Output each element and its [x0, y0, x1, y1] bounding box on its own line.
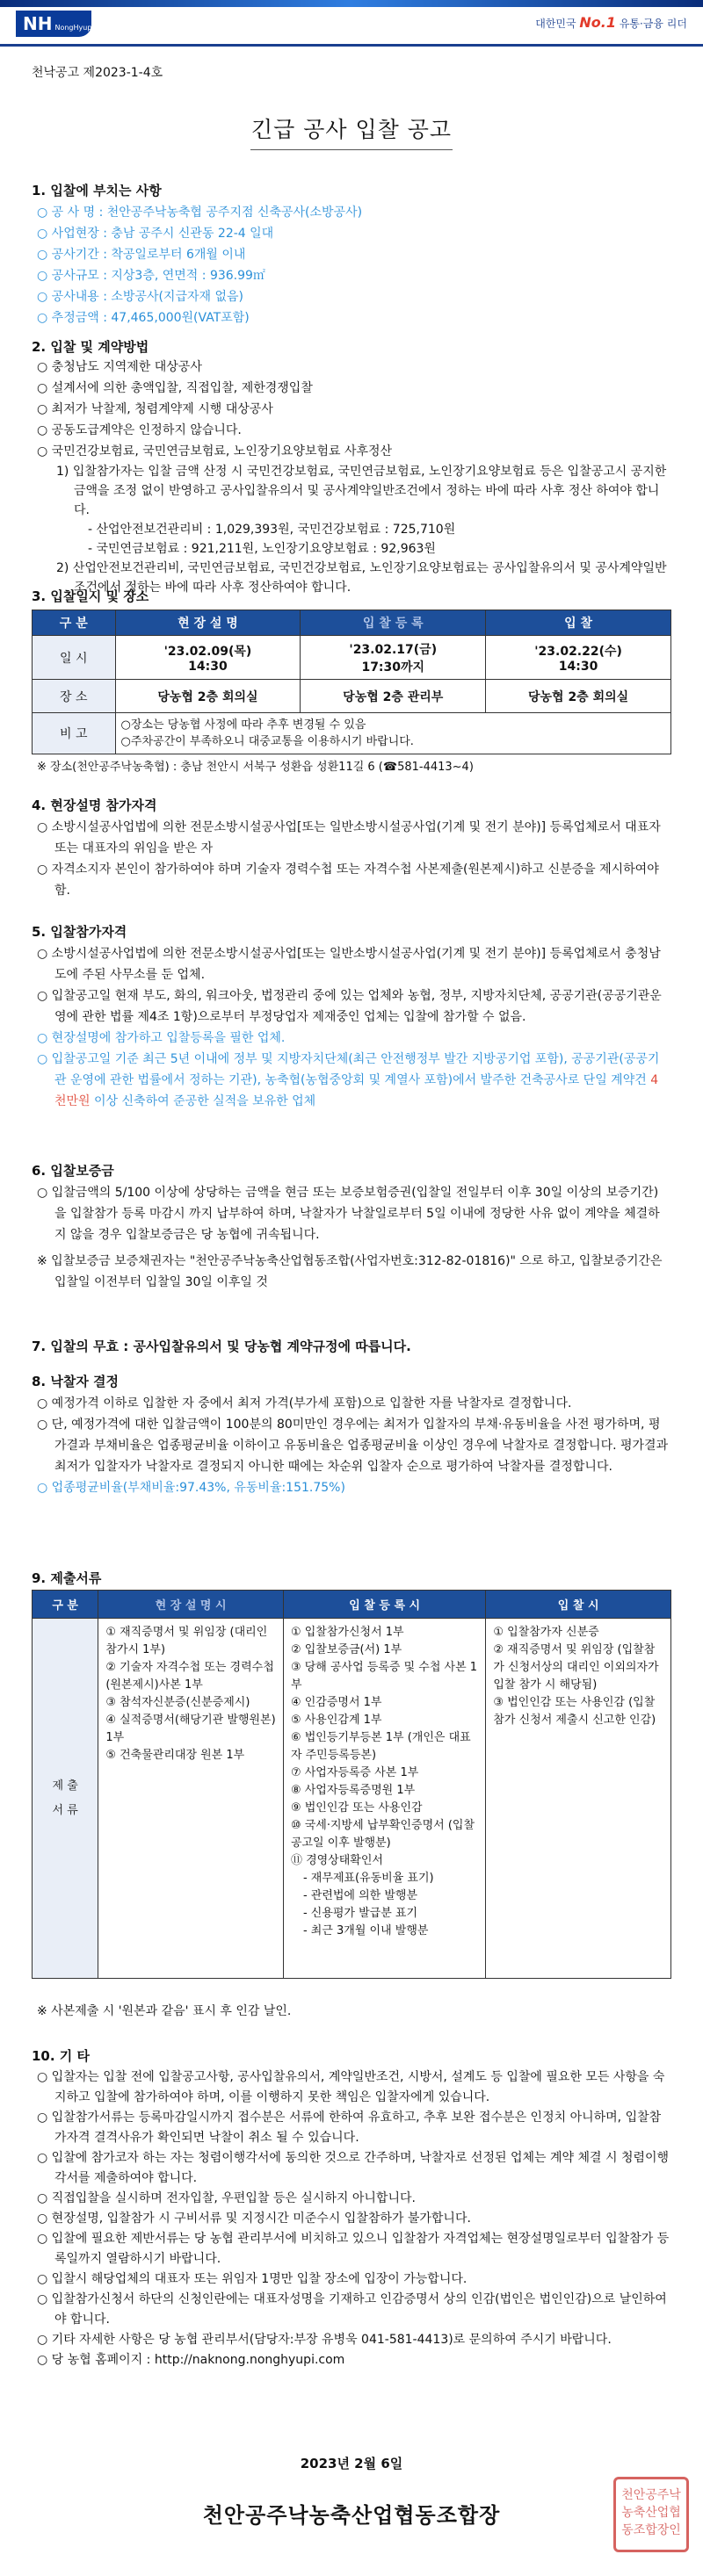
- list-item: ○ 충청남도 지역제한 대상공사: [37, 360, 202, 374]
- list-item: ○ 입찰금액의 5/100 이상에 상당하는 금액을 현금 또는 보증보험증권(입찰일 전일부터 이후 30일 이상의 보증기간)을 입찰참가 등록 마감시 까지 납부하여 하며, 낙찰자가 낙찰일로부터 5일 이내에 정당한 사유 없이 계약을 체결하지 않을 경우 입찰보증금은 당 농협에 귀속됩니다.: [37, 1186, 660, 1242]
- list-item: - 재무제표(유동비율 표기): [302, 1872, 434, 1885]
- section-2-note-1: 1) 입찰참가자는 입찰 금액 산정 시 국민건강보험료, 국민연금보험료, 노인장기요양보험료 등은 입찰공고시 공지한 금액을 조정 없이 반영하고 공사입찰유의서 및 공사계약일반조건에서 정하는 바에 따라 사후 정산 하여야 합니다.: [56, 465, 667, 517]
- notice-date: 2023년 2월 6일: [300, 2456, 403, 2471]
- list-item: ※ 입찰보증금 보증채권자는 "천안공주낙농축산업협동조합(사업자번호:312-82-01816)" 으로 하고, 입찰보증기간은 입찰일 이전부터 입찰일 30일 이후일 것: [37, 1254, 663, 1289]
- document-number: 천낙공고 제2023-1-4호: [32, 66, 163, 80]
- schedule-row-label: 장 소: [33, 680, 116, 713]
- section-4-list: [37, 817, 670, 901]
- list-item: ④ 실적증명서(해당기관 발행원본) 1부: [105, 1714, 276, 1744]
- schedule-header-registration: 입 찰 등 록: [301, 610, 486, 636]
- schedule-header-briefing: 현 장 설 명: [115, 610, 301, 636]
- list-item: ① 입찰참가신청서 1부: [290, 1626, 404, 1639]
- schedule-cell: 당농협 2층 회의실: [115, 680, 301, 713]
- section-6-heading: 6. 입찰보증금: [32, 1163, 114, 1179]
- list-item: - 관련법에 의한 발행분: [302, 1889, 418, 1902]
- list-item: ○ 직접입찰을 실시하며 전자입찰, 우편입찰 등은 실시하지 아니합니다.: [37, 2191, 416, 2205]
- list-item: - 신용평가 발급분 표기: [302, 1907, 418, 1920]
- list-item: ○ 국민건강보험료, 국민연금보험료, 노인장기요양보험료 사후정산: [37, 444, 393, 458]
- header-stripe: [0, 0, 703, 7]
- section-2-heading: 2. 입찰 및 계약방법: [32, 339, 149, 355]
- slogan: 대한민국 No.1 유통·금융 리더: [535, 14, 687, 31]
- list-item: ○ 소방시설공사업법에 의한 전문소방시설공사업[또는 일반소방시설공사업(기계 및 전기 분야)] 등록업체로서 대표자 또는 대표자의 위임을 받은 자: [37, 820, 661, 855]
- section-1-list: [37, 202, 670, 328]
- list-item: ○ 설계서에 의한 총액입찰, 직접입찰, 제한경쟁입찰: [37, 381, 313, 395]
- list-item: ○ 공사규모 : 지상3층, 연면적 : 936.99㎡: [37, 269, 265, 283]
- section-2-amounts-1: - 산업안전보건관리비 : 1,029,393원, 국민건강보험료 : 725,710원: [88, 523, 456, 537]
- schedule-cell: 당농협 2층 회의실: [486, 680, 671, 713]
- list-item: ○ 입찰참가신청서 하단의 신청인란에는 대표자성명을 기재하고 인감증명서 상의 인감(법인은 법인인감)으로 날인하여야 합니다.: [37, 2292, 667, 2327]
- list-item: ① 재직증명서 및 위임장 (대리인참가시 1부): [105, 1626, 268, 1656]
- list-item: ○ 단, 예정가격에 대한 입찰금액이 100분의 80미만인 경우에는 최저가 입찰자의 부채·유동비율을 사전 평가하며, 평가결과 부채비율은 업종평균비율 이하이고 유동비율은 업종평균비율 이상인 경우에 낙찰자로 결정합니다. 평가결과 최저가 입찰자가 낙찰자로 결정되지 아니한 때에는 차순위 입찰자 순으로 평가하여 낙찰자를 결정합니다.: [37, 1418, 669, 1474]
- venue-address: ※ 장소(천안공주낙농축협) : 충남 천안시 서북구 성환읍 성환11길 6 (☎581-4413~4): [37, 761, 474, 774]
- section-8-list: [37, 1393, 670, 1498]
- nh-logo: NH NongHyup: [16, 11, 91, 37]
- section-3-heading: 3. 입찰일시 및 장소: [32, 588, 149, 604]
- section-2-list: [37, 357, 670, 597]
- page-title: 긴급 공사 입찰 공고: [0, 112, 703, 150]
- section-1-heading: 1. 입찰에 부치는 사항: [32, 183, 162, 198]
- list-item: ○ 추정금액 : 47,465,000원(VAT포함): [37, 311, 250, 325]
- homepage-link[interactable]: ○ 당 농협 홈페이지 : http://naknong.nonghyupi.com: [37, 2353, 345, 2367]
- section-4-heading: 4. 현장설명 참가자격: [32, 797, 157, 813]
- list-item: ○ 소방시설공사업법에 의한 전문소방시설공사업[또는 일반소방시설공사업(기계 및 전기 분야)] 등록업체로서 충청남도에 주된 사무소를 둔 업체.: [37, 947, 661, 982]
- list-item: ○ 입찰공고일 기준 최근 5년 이내에 정부 및 지방자치단체(최근 안전행정부 발간 지방공기업 포함), 공공기관(공공기관 운영에 관한 법률에서 정하는 기관), 농축협(농협중앙회 및 계열사 포함)에서 발주한 건축공사로 단일 계약건 4천만원 이상 신축하여 준공한 실적을 보유한 업체: [37, 1052, 660, 1108]
- documents-header-bid: 입 찰 시: [486, 1591, 671, 1619]
- list-item: ○ 자격소지자 본인이 참가하여야 하며 기술자 경력수첩 또는 자격수첩 사본제출(원본제시)하고 신분증을 제시하여야 함.: [37, 862, 659, 898]
- section-5-list: [37, 943, 670, 1112]
- list-item: ○ 최저가 낙찰제, 청렴계약제 시행 대상공사: [37, 402, 273, 416]
- documents-header-label: 구 분: [33, 1591, 98, 1619]
- list-item: ⑤ 사용인감계 1부: [290, 1714, 382, 1727]
- section-5-heading: 5. 입찰참가자격: [32, 924, 127, 940]
- schedule-cell: '23.02.17(금) 17:30까지: [301, 636, 486, 680]
- schedule-notes: ○장소는 당농협 사정에 따라 추후 변경될 수 있음 ○주차공간이 부족하오니 대중교통을 이용하시기 바랍니다.: [115, 713, 670, 754]
- documents-header-registration: 입 찰 등 록 시: [283, 1591, 485, 1619]
- list-item: ⑩ 국세·지방세 납부확인증명서 (입찰공고일 이후 발행분): [290, 1819, 475, 1850]
- list-item: ② 재직증명서 및 위임장 (입찰참가 신청서상의 대리인 이외의자가 입찰 참가 시 해당됨): [493, 1643, 659, 1692]
- section-6-body: [37, 1182, 670, 1293]
- documents-header-briefing: 현 장 설 명 시: [98, 1591, 284, 1619]
- schedule-table: [32, 610, 671, 754]
- documents-briefing-list: [98, 1619, 284, 1979]
- list-item: ③ 참석자신분증(신분증제시): [105, 1696, 250, 1709]
- schedule-cell: '23.02.22(수) 14:30: [486, 636, 671, 680]
- list-item: ⑧ 사업자등록증명원 1부: [290, 1784, 416, 1797]
- list-item: ① 입찰참가자 신분증: [493, 1626, 599, 1639]
- section-10-list: [37, 2067, 670, 2370]
- list-item: ○ 입찰자는 입찰 전에 입찰공고사항, 공사입찰유의서, 계약일반조건, 시방서, 설계도 등 입찰에 필요한 모든 사항을 숙지하고 입찰에 참가하여야 하며, 이를 이행하지 못한 책임은 입찰자에게 있습니다.: [37, 2070, 665, 2104]
- issuer-name: 천안공주낙농축산업협동조합장: [202, 2503, 501, 2528]
- documents-bid-list: [486, 1619, 671, 1979]
- schedule-row-label: 비 고: [33, 713, 116, 754]
- list-item: ④ 인감증명서 1부: [290, 1696, 382, 1709]
- list-item: ○ 현장설명에 참가하고 입찰등록을 필한 업체.: [37, 1031, 286, 1045]
- section-8-heading: 8. 낙찰자 결정: [32, 1374, 120, 1389]
- list-item: ⑦ 사업자등록증 사본 1부: [290, 1766, 419, 1779]
- list-item: ○ 입찰시 해당업체의 대표자 또는 위임자 1명만 입찰 장소에 입장이 가능합니다.: [37, 2272, 467, 2286]
- official-seal-icon: 천안공주낙농축산업협동조합장인: [613, 2477, 689, 2552]
- section-9-heading: 9. 제출서류: [32, 1570, 102, 1586]
- list-item: ② 입찰보증금(서) 1부: [290, 1643, 402, 1656]
- list-item: ○ 사업현장 : 충남 공주시 신관동 22-4 일대: [37, 227, 274, 241]
- list-item: ○ 공 사 명 : 천안공주낙농축협 공주지점 신축공사(소방공사): [37, 206, 363, 220]
- schedule-cell: '23.02.09(목) 14:30: [115, 636, 301, 680]
- list-item: ○ 입찰에 필요한 제반서류는 당 농협 관리부서에 비치하고 있으니 입찰참가 자격업체는 현장설명일로부터 입찰참가 등록일까지 열람하시기 바랍니다.: [37, 2232, 670, 2266]
- documents-registration-list: [283, 1619, 485, 1979]
- list-item: ○ 예정가격 이하로 입찰한 자 중에서 최저 가격(부가세 포함)으로 입찰한 자를 낙찰자로 결정합니다.: [37, 1396, 572, 1411]
- header-band: [0, 0, 703, 47]
- schedule-header-label: 구 분: [33, 610, 116, 636]
- list-item: ⑤ 건축물관리대장 원본 1부: [105, 1749, 245, 1762]
- section-2-amounts-2: - 국민연금보험료 : 921,211원, 노인장기요양보험료 : 92,963원: [88, 542, 436, 556]
- list-item: ○ 입찰에 참가코자 하는 자는 청렴이행각서에 동의한 것으로 간주하며, 낙찰자로 선정된 업체는 계약 체결 시 청렴이행각서를 제출하여야 합니다.: [37, 2151, 670, 2185]
- list-item: ○ 공사내용 : 소방공사(지급자재 없음): [37, 290, 243, 304]
- list-item: ⑨ 법인인감 또는 사용인감: [290, 1801, 423, 1815]
- list-item: ○ 업종평균비율(부채비율:97.43%, 유동비율:151.75%): [37, 1481, 345, 1495]
- documents-row-label: 제 출 서 류: [33, 1619, 98, 1979]
- list-item: ⑥ 법인등기부등본 1부 (개인은 대표자 주민등록등본): [290, 1731, 471, 1762]
- list-item: ○ 공사기간 : 착공일로부터 6개월 이내: [37, 248, 246, 262]
- section-2-note-2: 2) 산업안전보건관리비, 국민연금보험료, 국민건강보험료, 노인장기요양보험료는 공사입찰유의서 및 공사계약일반조건에서 정하는 바에 따라 사후 정산하여야 합니다.: [56, 561, 667, 595]
- documents-note: ※ 사본제출 시 '원본과 같음' 표시 후 인감 날인.: [37, 2004, 292, 2018]
- list-item: ○ 입찰참가서류는 등록마감일시까지 접수분은 서류에 한하여 유효하고, 추후 보완 접수분은 인정치 아니하며, 입찰참가자격 결격사유가 확인되면 낙찰이 취소 될 수 있습니다.: [37, 2111, 662, 2145]
- list-item: ③ 당해 공사업 등록증 및 수첩 사본 1부: [290, 1661, 478, 1692]
- list-item: ○ 공동도급계약은 인정하지 않습니다.: [37, 423, 242, 437]
- list-item: ○ 기타 자세한 사항은 당 농협 관리부서(담당자:부장 유병욱 041-581-4413)로 문의하여 주시기 바랍니다.: [37, 2333, 612, 2347]
- list-item: - 최근 3개월 이내 발행분: [302, 1924, 429, 1937]
- schedule-cell: 당농협 2층 관리부: [301, 680, 486, 713]
- schedule-row-label: 일 시: [33, 636, 116, 680]
- list-item: ② 기술자 자격수첩 또는 경력수첩(원본제시)사본 1부: [105, 1661, 274, 1692]
- schedule-header-bid: 입 찰: [486, 610, 671, 636]
- section-7-heading: 7. 입찰의 무효 : 공사입찰유의서 및 당농협 계약규정에 따릅니다.: [32, 1339, 411, 1354]
- list-item: ○ 현장설명, 입찰참가 시 구비서류 및 지정시간 미준수시 입찰참하가 불가합니다.: [37, 2212, 471, 2226]
- list-item: ③ 법인인감 또는 사용인감 (입찰참가 신청서 제출시 신고한 인감): [493, 1696, 656, 1727]
- documents-table: [32, 1590, 671, 1979]
- section-10-heading: 10. 기 타: [32, 2048, 90, 2064]
- list-item: ○ 입찰공고일 현재 부도, 화의, 워크아웃, 법정관리 중에 있는 업체와 농협, 정부, 지방자치단체, 공공기관(공공기관운영에 관한 법률 제4조 1항)으로부터 부정당업자 제재중인 업체는 입찰에 참가할 수 없음.: [37, 989, 662, 1024]
- list-item: ⑪ 경영상태확인서: [290, 1854, 383, 1867]
